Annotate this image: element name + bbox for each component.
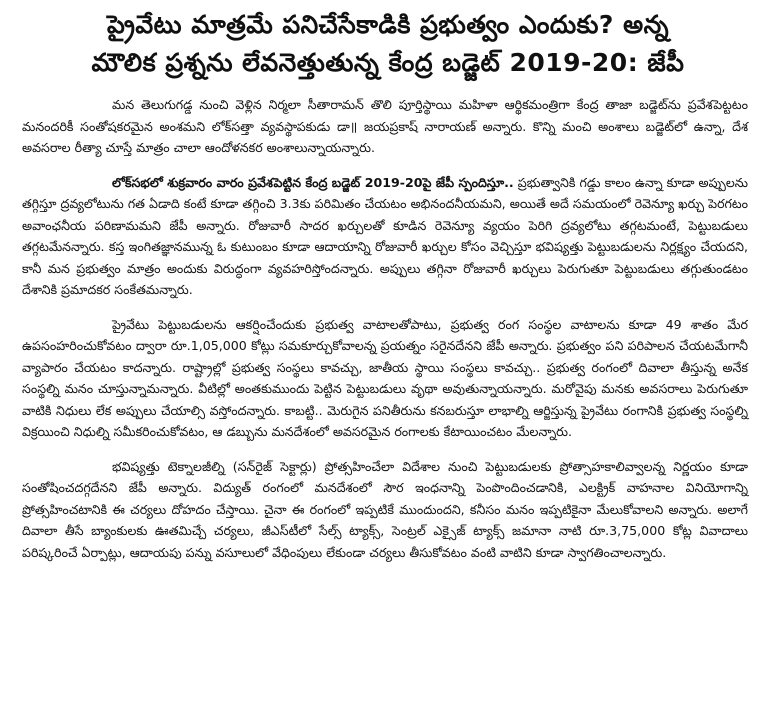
paragraph-2-body: ప్రభుత్వానికి గడ్డు కాలం ఉన్నా కూడా అప్పులను తగ్గిస్తూ ద్రవ్యలోటును గత ఏడాది కంటే కూడా తగ్గించి 3.3కు పరిమితం చేయటం అభినందనీయమని, అయితే అదే సమయంలో రెవెన్యూ ఖర్చు పెరగటం అవాంఛనీయ పరిణామమని జేపీ అన్నారు. రోజువారీ సాదర ఖర్చులతో కూడిన రెవెన్యూ వ్యయం పెరిగి ద్రవ్యలోటు తగ్గటమంటే, పెట్టుబడులు తగ్గటమేనన్నారు. కస్త ఇంగితజ్ఞానమున్న ఓ కుటుంబం కూడా ఆదాయాన్ని రోజువారీ ఖర్చుల కోసం వెచ్చిస్తూ భవిష్యత్తు పెట్టుబడులను నిర్లక్ష్యం చేయదని, కానీ మన ప్రభుత్వం మాత్రం అందుకు విరుద్ధంగా వ్యవహరిస్తోందన్నారు. అప్పులు తగ్గినా రోజువారీ ఖర్చులు పెరుగుతూ పెట్టుబడులు తగ్గుతుండటం దేశానికి ప్రమాదకర సంకేతమన్నారు. [22,174,749,297]
headline-line-2: మౌలిక ప్రశ్నను లేవనెత్తుతున్న కేంద్ర బడ్జెట్ 2019-20: జేపీ [91,48,685,77]
article-headline [22,6,754,82]
paragraph-4: భవిష్యత్తు టెక్నాలజీల్ని (సన్‌రైజ్ సెక్టార్లు) ప్రోత్సహించేలా విదేశాల నుంచి పెట్టుబడులకు ప్రోత్సాహకాలివ్వాలన్న నిర్ణయం కూడా సంతోషించదగ్గదేనని జేపీ అన్నారు. విద్యుత్ రంగంలో మనదేశంలో సౌర ఇంధనాన్ని పెంపొందించడానికి, ఎలక్ట్రిక్ వాహనాల వినియోగాన్ని ప్రోత్సహించటానికి ఈ చర్యలు దోహదం చేస్తాయి. చైనా ఈ రంగంలో ఇప్పటికే ముందుందని, కనీసం మనం ఇప్పటికైనా మేలుకోవాలని అన్నారు. అలాగే దివాలా తీసే బ్యాంకులకు ఊతమిచ్చే చర్యలు, జీఎస్‌టీలో సేల్స్ ట్యాక్స్, సెంట్రల్ ఎక్సైజ్ ట్యాక్స్ జమానా నాటి రూ.3,75,000 కోట్ల వివాదాలు పరిష్కరించే ఏర్పాట్లు, ఆదాయపు పన్ను వసూలులో వేధింపులు లేకుండా చర్యలు తీసుకోవటం వంటి వాటిని కూడా స్వాగతించాలన్నారు. [22,458,748,560]
paragraph-2 [22,172,754,301]
paragraph-3: ప్రైవేటు పెట్టుబడులను ఆకర్షించేందుకు ప్రభుత్వ వాటాలతోపాటు, ప్రభుత్వ రంగ సంస్థల వాటాలను కూడా 49 శాతం మేర ఉపసంహరించుకోవటం ద్వారా రూ.1,05,000 కోట్లు సమకూర్చుకోవాలన్న ప్రయత్నం సరైనదేనని జేపీ అన్నారు. ప్రభుత్వం పని పరిపాలన చేయటమేగానీ వ్యాపారం చేయటం కాదన్నారు. రాష్ట్రాల్లో ప్రభుత్వ సంస్థలు కావచ్చు, జాతీయ స్థాయి సంస్థలు కావచ్చు.. ప్రభుత్వ రంగంలో దివాలా తీస్తున్న అనేక సంస్థల్ని మనం చూస్తున్నామన్నారు. వీటిల్లో అంతకుముందు పెట్టిన పెట్టుబడులు వృథా అవుతున్నాయన్నారు. మరోవైపు మనకు అవసరాలు పెరుగుతూ వాటికి నిధులు లేక అప్పులు చేయాల్సి వస్తోందన్నారు. కాబట్టి.. మెరుగైన పనితీరును కనబరుస్తూ లాభాల్ని ఆర్జిస్తున్న ప్రైవేటు రంగానికి ప్రభుత్వ సంస్థల్ని విక్రయించి నిధుల్ని సమీకరించుకోవటం, ఆ డబ్బును మనదేశంలో అవసరమైన రంగాలకు కేటాయించటం మేలన్నారు. [22,316,748,439]
paragraph-1: మన తెలుగుగడ్డ నుంచి వెళ్లిన నిర్మలా సీతారామన్ తొలి పూర్తిస్థాయి మహిళా ఆర్థికమంత్రిగా కేంద్ర తాజా బడ్జెట్‌ను ప్రవేశపెట్టటం మనందరికీ సంతోషకరమైన అంశమని లోక్‌సత్తా వ్యవస్థాపకుడు డా॥ జయప్రకాష్ నారాయణ్ అన్నారు. కొన్ని మంచి అంశాలు బడ్జెట్‌లో ఉన్నా, దేశ అవసరాల రీత్యా చూస్తే మాత్రం చాలా ఆందోళనకర అంశాలున్నాయన్నారు. [22,97,748,155]
article-body [22,94,754,563]
headline-line-1: ప్రైవేటు మాత్రమే పనిచేసేకాడికి ప్రభుత్వం ఎందుకు? అన్న [106,10,670,39]
paragraph-2-lead: లోక్‌సభలో శుక్రవారం వారం ప్రవేశపెట్టిన కేంద్ర బడ్జెట్ 2019-20పై జేపీ స్పందిస్తూ.. [112,174,514,190]
